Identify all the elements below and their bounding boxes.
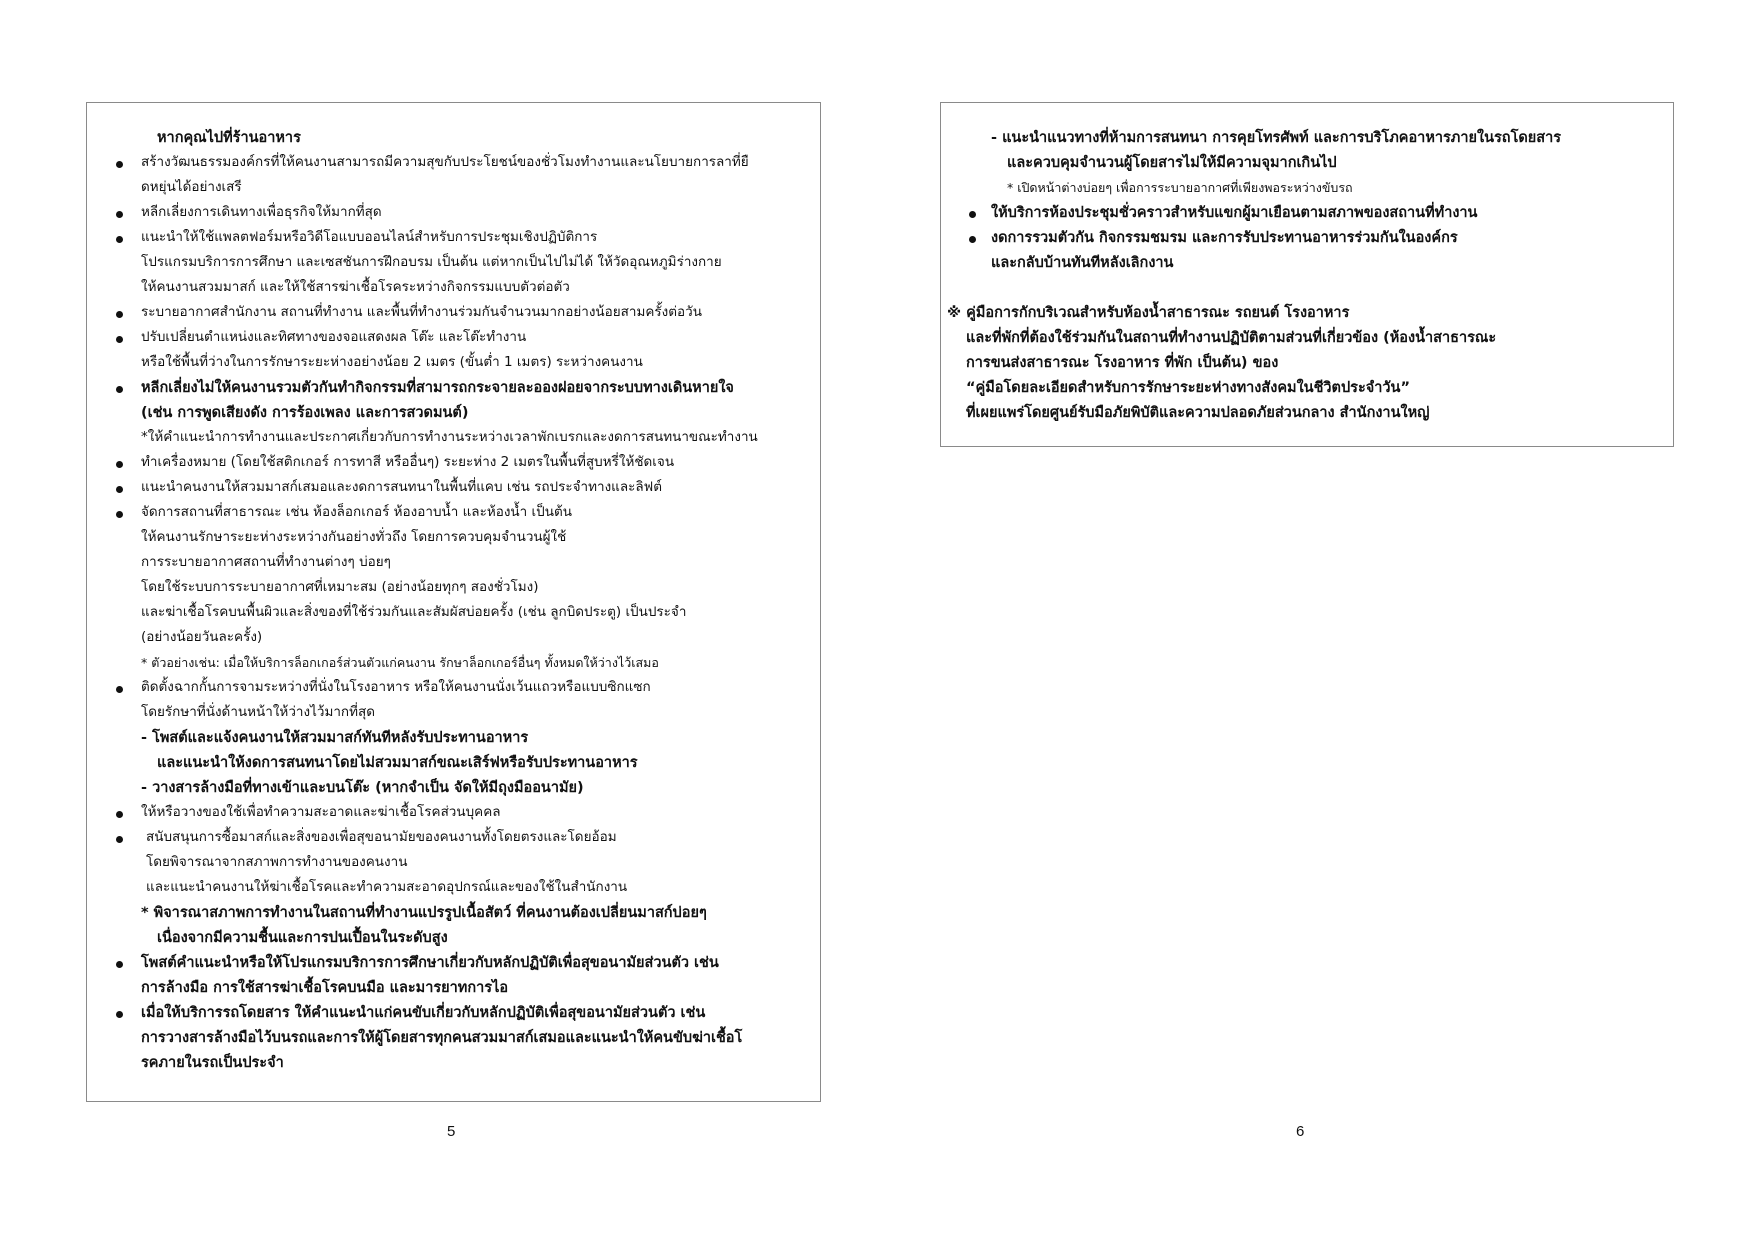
text-line: - แนะนำแนวทางที่ห้ามการสนทนา การคุยโทรศัพท์ และการบริโภคอาหารภายในรถโดยสาร — [991, 130, 1562, 146]
text-line: และแนะนำคนงานให้ฆ่าเชื้อโรคและทำความสะอาดอุปกรณ์และของใช้ในสำนักงาน — [146, 879, 628, 895]
text-line: ที่เผยแพร่โดยศูนย์รับมือภัยพิบัติและความปลอดภัยส่วนกลาง สำนักงานใหญ่ — [966, 405, 1430, 421]
text-line: การวางสารล้างมือไว้บนรถและการให้ผู้โดยสารทุกคนสวมมาสก์เสมอและแนะนำให้คนขับฆ่าเชื้อโ — [141, 1030, 743, 1046]
text-line: - วางสารล้างมือที่ทางเข้าและบนโต๊ะ (หากจำเป็น จัดให้มีถุงมืออนามัย) — [141, 780, 584, 796]
text-line: โดยพิจารณาจากสภาพการทำงานของคนงาน — [146, 854, 408, 870]
bullet-icon — [116, 511, 123, 518]
bullet-icon — [116, 1011, 123, 1018]
text-line: สนับสนุนการซื้อมาสก์และสิ่งของเพื่อสุขอนามัยของคนงานทั้งโดยตรงและโดยอ้อม — [146, 829, 617, 845]
text-line: และกลับบ้านทันทีหลังเลิกงาน — [991, 255, 1174, 271]
text-line: ปรับเปลี่ยนตำแหน่งและทิศทางของจอแสดงผล โต๊ะ และโต๊ะทำงาน — [141, 329, 527, 345]
bullet-icon — [116, 686, 123, 693]
bullet-icon — [116, 211, 123, 218]
text-line: ※ คู่มือการกักบริเวณสำหรับห้องน้ำสาธารณะ รถยนต์ โรงอาหาร — [947, 305, 1350, 321]
text-line: และฆ่าเชื้อโรคบนพื้นผิวและสิ่งของที่ใช้ร่วมกันและสัมผัสบ่อยครั้ง (เช่น ลูกบิดประตู) เป็นประจำ — [141, 604, 687, 620]
bullet-icon — [116, 836, 123, 843]
text-line: การล้างมือ การใช้สารฆ่าเชื้อโรคบนมือ และมารยาทการไอ — [141, 980, 509, 996]
text-line: และแนะนำให้งดการสนทนาโดยไม่สวมมาสก์ขณะเสิร์ฟหรือรับประทานอาหาร — [157, 755, 638, 771]
text-line: * เปิดหน้าต่างบ่อยๆ เพื่อการระบายอากาศที่เพียงพอระหว่างขับรถ — [1007, 180, 1353, 195]
left-page-box — [86, 102, 821, 1102]
text-line: และที่พักที่ต้องใช้ร่วมกันในสถานที่ทำงานปฏิบัติตามส่วนที่เกี่ยวข้อง (ห้องน้ำสาธารณะ — [966, 330, 1497, 346]
bullet-icon — [116, 811, 123, 818]
bullet-icon — [116, 336, 123, 343]
text-line: สร้างวัฒนธรรมองค์กรที่ให้คนงานสามารถมีความสุขกับประโยชน์ของชั่วโมงทำงานและนโยบายการลาที่ยื — [141, 154, 749, 170]
text-line: * พิจารณาสภาพการทำงานในสถานที่ทำงานแปรรูปเนื้อสัตว์ ที่คนงานต้องเปลี่ยนมาสก์บ่อยๆ — [141, 905, 707, 921]
bullet-icon — [116, 961, 123, 968]
page-number: 5 — [447, 1123, 456, 1140]
text-line: และควบคุมจำนวนผู้โดยสารไม่ให้มีความจุมากเกินไป — [1007, 155, 1337, 171]
text-line: (อย่างน้อยวันละครั้ง) — [141, 629, 263, 645]
text-line: ติดตั้งฉากกั้นการจามระหว่างที่นั่งในโรงอาหาร หรือให้คนงานนั่งเว้นแถวหรือแบบซิกแซก — [141, 679, 651, 695]
text-line: แนะนำคนงานให้สวมมาสก์เสมอและงดการสนทนาในพื้นที่แคบ เช่น รถประจำทางและลิฟต์ — [141, 479, 662, 495]
text-line: ระบายอากาศสำนักงาน สถานที่ทำงาน และพื้นที่ทำงานร่วมกันจำนวนมากอย่างน้อยสามครั้งต่อวัน — [141, 304, 702, 320]
text-line: ให้คนงานรักษาระยะห่างระหว่างกันอย่างทั่วถึง โดยการควบคุมจำนวนผู้ใช้ — [141, 529, 567, 545]
text-line: โดยรักษาที่นั่งด้านหน้าให้ว่างไว้มากที่สุด — [141, 704, 376, 720]
page-number: 6 — [1296, 1123, 1305, 1140]
text-line: ดหยุ่นได้อย่างเสรี — [141, 179, 242, 195]
text-line: ให้คนงานสวมมาสก์ และให้ใช้สารฆ่าเชื้อโรคระหว่างกิจกรรมแบบตัวต่อตัว — [141, 279, 570, 295]
text-line: * ตัวอย่างเช่น: เมื่อให้บริการล็อกเกอร์ส่วนตัวแก่คนงาน รักษาล็อกเกอร์อื่นๆ ทั้งหมดให้ว่างไว้เสมอ — [141, 655, 659, 670]
text-line: ให้หรือวางของใช้เพื่อทำความสะอาดและฆ่าเชื้อโรคส่วนบุคคล — [141, 804, 501, 820]
bullet-icon — [969, 236, 976, 243]
text-line: หรือใช้พื้นที่ว่างในการรักษาระยะห่างอย่างน้อย 2 เมตร (ขั้นต่ำ 1 เมตร) ระหว่างคนงาน — [141, 354, 643, 370]
text-line: การขนส่งสาธารณะ โรงอาหาร ที่พัก เป็นต้น) ของ — [966, 355, 1279, 371]
bullet-icon — [116, 161, 123, 168]
bullet-icon — [116, 461, 123, 468]
text-line: หากคุณไปที่ร้านอาหาร — [157, 130, 301, 146]
text-line: ให้บริการห้องประชุมชั่วคราวสำหรับแขกผู้มาเยือนตามสภาพของสถานที่ทำงาน — [991, 205, 1478, 221]
text-line: *ให้คำแนะนำการทำงานและประกาศเกี่ยวกับการทำงานระหว่างเวลาพักเบรกและงดการสนทนาขณะทำงาน — [141, 429, 758, 445]
text-line: แนะนำให้ใช้แพลตฟอร์มหรือวิดีโอแบบออนไลน์สำหรับการประชุมเชิงปฏิบัติการ — [141, 229, 598, 245]
text-line: หลีกเลี่ยงการเดินทางเพื่อธุรกิจให้มากที่สุด — [141, 204, 382, 220]
text-line: - โพสต์และแจ้งคนงานให้สวมมาสก์ทันทีหลังรับประทานอาหาร — [141, 730, 529, 746]
text-line: จัดการสถานที่สาธารณะ เช่น ห้องล็อกเกอร์ ห้องอาบน้ำ และห้องน้ำ เป็นต้น — [141, 504, 572, 520]
bullet-icon — [116, 386, 123, 393]
bullet-icon — [116, 486, 123, 493]
text-line: โดยใช้ระบบการระบายอากาศที่เหมาะสม (อย่างน้อยทุกๆ สองชั่วโมง) — [141, 579, 539, 595]
text-line: งดการรวมตัวกัน กิจกรรมชมรม และการรับประทานอาหารร่วมกันในองค์กร — [991, 230, 1458, 246]
text-line: เมื่อให้บริการรถโดยสาร ให้คำแนะนำแก่คนขับเกี่ยวกับหลักปฏิบัติเพื่อสุขอนามัยส่วนตัว เช่น — [141, 1005, 706, 1021]
text-line: โพสต์คำแนะนำหรือให้โปรแกรมบริการการศึกษาเกี่ยวกับหลักปฏิบัติเพื่อสุขอนามัยส่วนตัว เช่น — [141, 955, 719, 971]
bullet-icon — [116, 236, 123, 243]
text-line: โปรแกรมบริการการศึกษา และเซสชันการฝึกอบรม เป็นต้น แต่หากเป็นไปไม่ได้ ให้วัดอุณหภูมิร่างกาย — [141, 254, 722, 270]
text-line: (เช่น การพูดเสียงดัง การร้องเพลง และการสวดมนต์) — [141, 405, 469, 421]
text-line: รคภายในรถเป็นประจำ — [141, 1055, 284, 1071]
text-line: เนื่องจากมีความชื้นและการปนเปื้อนในระดับสูง — [157, 930, 448, 946]
bullet-icon — [116, 311, 123, 318]
text-line: “คู่มือโดยละเอียดสำหรับการรักษาระยะห่างทางสังคมในชีวิตประจำวัน” — [966, 380, 1410, 396]
text-line: การระบายอากาศสถานที่ทำงานต่างๆ บ่อยๆ — [141, 554, 391, 570]
text-line: หลีกเลี่ยงไม่ให้คนงานรวมตัวกันทำกิจกรรมที่สามารถกระจายละอองฝอยจากระบบทางเดินหายใจ — [141, 380, 734, 396]
text-line: ทำเครื่องหมาย (โดยใช้สติกเกอร์ การทาสี หรืออื่นๆ) ระยะห่าง 2 เมตรในพื้นที่สูบหรี่ให้ชัดเจน — [141, 454, 675, 470]
bullet-icon — [969, 211, 976, 218]
